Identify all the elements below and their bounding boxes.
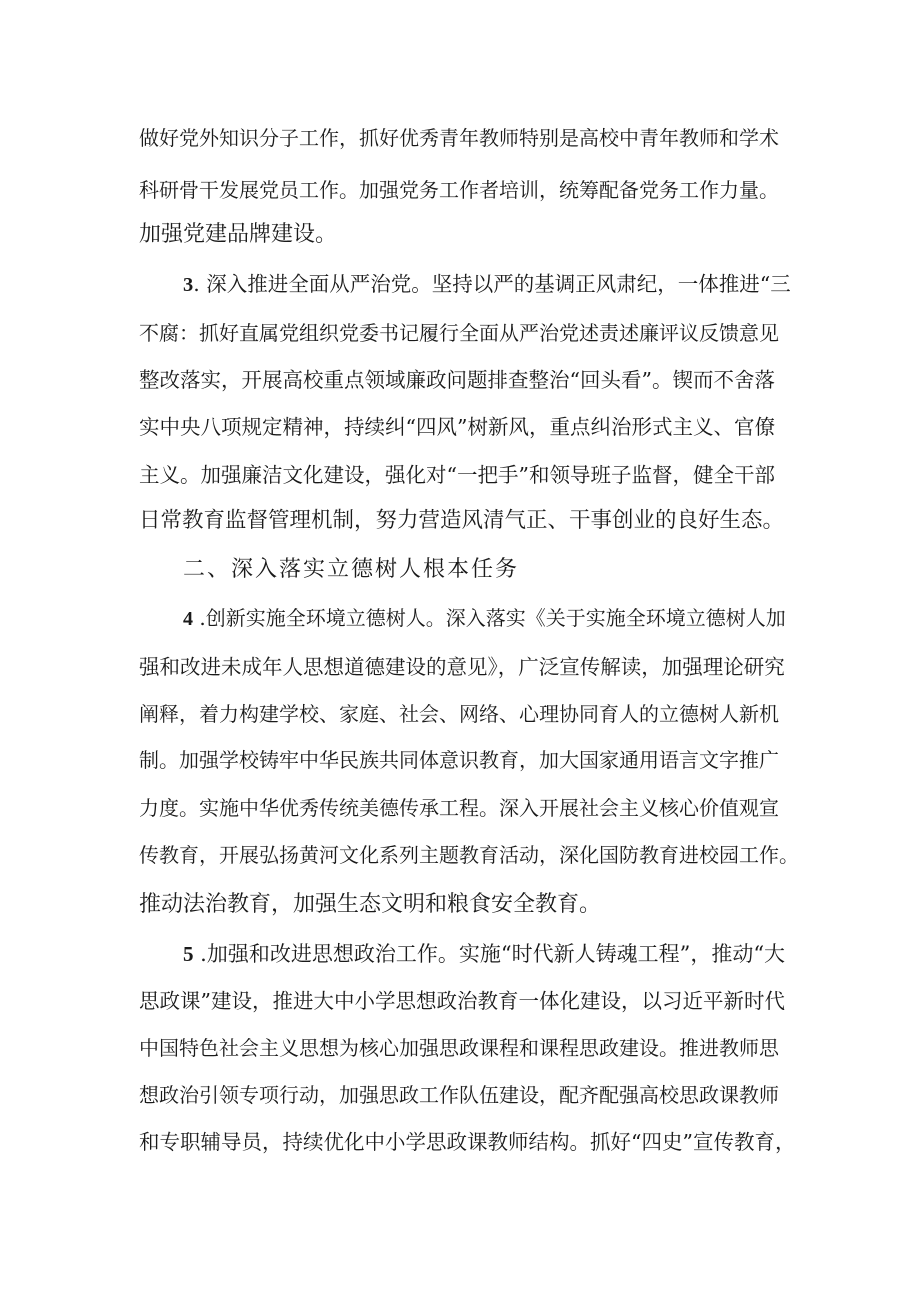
paragraph-3-line-2: 不腐：抓好直属党组织党委书记履行全面从严治党述责述廉评议反馈意见	[139, 321, 779, 345]
paragraph-5-first-line	[183, 937, 793, 971]
paragraph-1-line-1: 做好党外知识分子工作，抓好优秀青年教师特别是高校中青年教师和学术	[139, 126, 779, 150]
paragraph-1-line-3: 加强党建品牌建设。	[139, 222, 338, 247]
paragraph-4-line-5: 力度。实施中华优秀传统美德传承工程。深入开展社会主义核心价值观宣	[139, 796, 779, 820]
paragraph-5-line-5: 和专职辅导员，持续优化中小学思政课教师结构。抓好“四史”宣传教育，	[139, 1130, 796, 1154]
paragraph-4-line-6: 传教育，开展弘扬黄河文化系列主题教育活动，深化国防教育进校园工作。	[139, 843, 799, 867]
paragraph-3-line-4: 实中央八项规定精神，持续纠“四风”树新风，重点纠治形式主义、官僚	[139, 415, 775, 439]
paragraph-4-line-3: 阐释，着力构建学校、家庭、社会、网络、心理协同育人的立德树人新机	[139, 702, 779, 726]
paragraph-5-line-1: .加强和改进思想政治工作。实施“时代新人铸魂工程”，推动“大	[193, 942, 786, 966]
paragraph-3-line-6: 日常教育监督管理机制，努力营造风清气正、干事创业的良好生态。	[139, 508, 785, 533]
paragraph-5-line-3: 中国特色社会主义思想为核心加强思政课程和课程思政建设。推进教师思	[139, 1036, 779, 1060]
paragraph-5-line-2: 思政课”建设，推进大中小学思想政治教育一体化建设，以习近平新时代	[139, 989, 785, 1013]
paragraph-4-line-1: .创新实施全环境立德树人。深入落实《关于实施全环境立德树人加	[193, 606, 786, 630]
paragraph-3-line-1: . 深入推进全面从严治党。坚持以严的基调正风肃纪，一体推进“三	[193, 272, 791, 296]
paragraph-5-line-4: 想政治引领专项行动，加强思政工作队伍建设，配齐配强高校思政课教师	[139, 1083, 779, 1107]
paragraph-3-line-3: 整改落实，开展高校重点领域廉政问题排查整治“回头看”。锲而不舍落	[139, 368, 775, 392]
item-number-3: 3	[183, 274, 194, 296]
paragraph-4-line-7: 推动法治教育，加强生态文明和粮食安全教育。	[139, 892, 602, 917]
paragraph-4-line-4: 制。加强学校铸牢中华民族共同体意识教育，加大国家通用语言文字推广	[139, 748, 779, 772]
paragraph-4-first-line	[183, 601, 793, 635]
paragraph-4-line-2: 强和改进未成年人思想道德建设的意见》，广泛宣传解读，加强理论研究	[139, 655, 785, 679]
item-number-4: 4	[183, 608, 193, 630]
paragraph-3-first-line	[183, 267, 793, 301]
paragraph-1-line-2: 科研骨干发展党员工作。加强党务工作者培训，统筹配备党务工作力量。	[139, 178, 779, 202]
item-number-5: 5	[183, 942, 194, 966]
section-heading: 二、深入落实立德树人根本任务	[183, 557, 520, 582]
paragraph-3-line-5: 主义。加强廉洁文化建设，强化对“一把手”和领导班子监督，健全干部	[139, 463, 775, 487]
